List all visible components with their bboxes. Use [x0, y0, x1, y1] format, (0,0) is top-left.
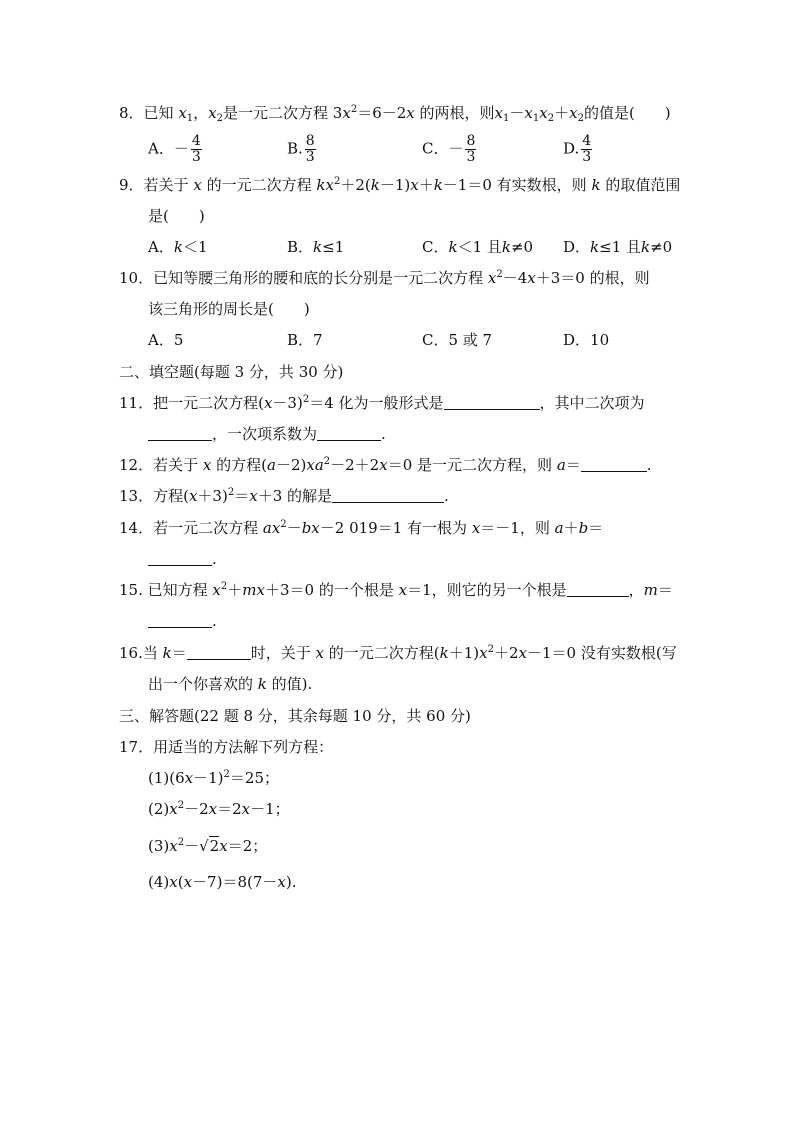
question-16: [119, 643, 677, 663]
question-17: 17．用适当的方法解下列方程：: [119, 738, 334, 756]
var-a: a: [556, 456, 566, 474]
var-x: x: [202, 456, 212, 474]
question-14: [119, 518, 603, 538]
q9-option-d: [563, 237, 672, 257]
text: 是一元二次方程 3: [223, 104, 343, 122]
text: －4: [502, 269, 528, 287]
var-x: x: [169, 873, 178, 891]
q9-option-b: [287, 237, 344, 257]
text: －1；: [250, 800, 290, 818]
text: .: [212, 612, 217, 630]
text: 16.当: [119, 644, 158, 662]
question-10: [119, 268, 650, 288]
fraction: [465, 134, 476, 165]
question-16-cont: [148, 674, 312, 694]
denominator: 3: [582, 149, 592, 165]
text: 的方程(: [216, 456, 267, 474]
var-x: x: [263, 394, 273, 412]
text: －2): [275, 456, 307, 474]
answer-blank[interactable]: [187, 645, 251, 660]
option-label: B.: [287, 139, 303, 158]
text: －7)＝8(7－: [192, 873, 278, 891]
text: －1): [193, 769, 224, 787]
fraction: [581, 134, 592, 165]
denominator: 3: [305, 149, 315, 165]
var-k: k: [590, 238, 600, 256]
var-x: x: [169, 800, 178, 818]
var-k: k: [257, 675, 267, 693]
text: (2): [148, 800, 170, 818]
var-a: a: [314, 456, 324, 474]
text: －3): [272, 394, 303, 412]
text: 15. 已知方程: [119, 581, 208, 599]
answer-blank[interactable]: [332, 488, 444, 503]
var-x: x: [410, 176, 419, 194]
var-x: x: [406, 104, 415, 122]
var-x: x: [471, 519, 481, 537]
answer-blank[interactable]: [444, 395, 540, 410]
subscript: 2: [547, 113, 555, 124]
option-label: C．－: [422, 139, 464, 158]
var-x: x: [524, 104, 533, 122]
var-x: x: [311, 519, 320, 537]
var-k: k: [591, 176, 601, 194]
var-b: b: [301, 519, 312, 537]
superscript: 2: [333, 176, 341, 187]
var-k: k: [162, 644, 172, 662]
var-x: x: [569, 104, 578, 122]
q17-part-2: [148, 799, 290, 819]
text: ＝: [171, 644, 187, 662]
superscript: 2: [223, 769, 230, 780]
q8-option-b: [287, 134, 318, 165]
var-k: k: [448, 238, 458, 256]
text: (: [177, 873, 184, 891]
text: －2 019＝1 有一根为: [319, 519, 468, 537]
var-k: k: [173, 238, 183, 256]
question-15: [119, 580, 673, 600]
var-k: k: [501, 238, 511, 256]
text: 出一个你喜欢的: [148, 675, 254, 693]
text: ＝2；: [227, 837, 268, 855]
var-x: x: [539, 104, 548, 122]
var-x: x: [518, 644, 528, 662]
var-a: a: [266, 456, 276, 474]
q10-option-c: C．5 或 7: [422, 331, 493, 349]
q17-part-4: [148, 872, 296, 892]
text: ＋3): [197, 487, 228, 505]
var-x: x: [212, 581, 221, 599]
q9-option-a: [148, 237, 207, 257]
text: 9．若关于: [119, 176, 189, 194]
text: ＝25；: [229, 769, 279, 787]
var-a: a: [554, 519, 564, 537]
var-a: a: [262, 519, 272, 537]
var-x: x: [487, 269, 497, 287]
text: 11．把一元二次方程(: [119, 394, 264, 412]
text: ＝6－2: [357, 104, 407, 122]
var-x: x: [193, 176, 202, 194]
subscript: 1: [186, 113, 194, 124]
text: －1＝0 有实数根，则: [442, 176, 587, 194]
text: ).: [285, 873, 297, 891]
answer-blank[interactable]: [148, 426, 212, 441]
text: 的取值范围: [605, 176, 681, 194]
superscript: 2: [323, 456, 331, 467]
var-x: x: [169, 837, 178, 855]
text: ＜1: [182, 238, 208, 256]
text: .: [646, 456, 652, 474]
sqrt-icon: √: [199, 837, 209, 855]
answer-blank[interactable]: [148, 551, 212, 566]
var-x: x: [271, 519, 281, 537]
answer-blank[interactable]: [317, 426, 381, 441]
var-x: x: [325, 176, 334, 194]
var-x: x: [479, 644, 488, 662]
q8-option-d: [563, 134, 594, 165]
var-x: x: [398, 581, 408, 599]
text: －2: [184, 800, 209, 818]
section-3-heading: 三、解答题(22 题 8 分，其余每题 10 分，共 60 分): [119, 707, 471, 725]
denominator: 3: [466, 149, 476, 165]
fraction: [305, 134, 316, 165]
text: (1)(6: [148, 769, 185, 787]
text: ＋3＝0 的根，则: [535, 269, 650, 287]
var-x: x: [256, 581, 265, 599]
var-x: x: [183, 873, 193, 891]
question-14-cont: [148, 549, 217, 569]
var-k: k: [641, 238, 651, 256]
superscript: 2: [302, 394, 310, 405]
var-x: x: [249, 487, 258, 505]
text: ，: [628, 581, 644, 599]
text: ＋: [418, 176, 434, 194]
text: ＋: [563, 519, 579, 537]
q17-part-3: [148, 836, 267, 856]
option-label: D.: [563, 139, 580, 158]
text: 该三角形的周长是( ): [148, 300, 310, 318]
answer-blank[interactable]: [148, 613, 212, 628]
option-label: A．: [148, 238, 174, 256]
question-15-cont: [148, 611, 217, 631]
question-13: [119, 486, 449, 506]
text: ≠0: [510, 238, 534, 256]
numerator: 8: [466, 133, 476, 149]
numerator: 4: [582, 133, 592, 149]
text: ＜1 且: [457, 238, 502, 256]
var-k: k: [370, 176, 380, 194]
text: ，其中二次项为: [539, 394, 645, 412]
superscript: 2: [177, 837, 185, 848]
superscript: 2: [227, 487, 235, 498]
var-x: x: [379, 456, 388, 474]
text: ＝1，则它的另一个根是: [407, 581, 567, 599]
question-12: [119, 455, 652, 475]
var-b: b: [578, 519, 589, 537]
text: 10．已知等腰三角形的腰和底的长分别是一元二次方程: [119, 269, 484, 287]
text: ＝2: [217, 800, 242, 818]
text: 的两根，则: [419, 104, 495, 122]
question-11: [119, 393, 645, 413]
superscript: 2: [496, 269, 503, 280]
var-x: x: [208, 104, 217, 122]
text: 的一元二次方程(: [328, 644, 440, 662]
text: (4): [148, 873, 170, 891]
text: (3): [148, 837, 170, 855]
option-label: C．: [422, 238, 449, 256]
var-k: k: [313, 238, 323, 256]
text: 是( ): [148, 207, 205, 225]
text: ＋3 的解是: [257, 487, 332, 505]
text: ＋1): [448, 644, 480, 662]
text: ＝: [565, 456, 581, 474]
var-x: x: [241, 800, 251, 818]
var-x: x: [494, 104, 504, 122]
denominator: 3: [191, 149, 201, 165]
q10-option-b: B．7: [287, 331, 323, 349]
var-x: x: [315, 644, 325, 662]
text: －1＝0 没有实数根(写: [527, 644, 677, 662]
var-m: m: [643, 581, 658, 599]
q10-option-d: D．10: [563, 331, 610, 349]
text: ＝4 化为一般形式是: [309, 394, 444, 412]
question-10-cont: [148, 299, 310, 319]
text: ＋3＝0 的一个根是: [264, 581, 394, 599]
subscript: 2: [216, 113, 224, 124]
option-label: D．: [563, 238, 591, 256]
numerator: 4: [191, 133, 201, 149]
text: 的值).: [271, 675, 313, 693]
text: ≤1: [322, 238, 345, 256]
text: 14．若一元二次方程: [119, 519, 259, 537]
text: －2＋2: [330, 456, 380, 474]
answer-blank[interactable]: [567, 582, 629, 597]
var-x: x: [219, 837, 228, 855]
text: ＝: [588, 519, 604, 537]
subscript: 1: [532, 113, 540, 124]
sqrt-radicand: [209, 836, 220, 855]
var-x: x: [188, 487, 198, 505]
superscript: 2: [177, 800, 185, 811]
subscript: 2: [577, 113, 584, 124]
numerator: 8: [305, 133, 315, 149]
text: ＋2: [494, 644, 519, 662]
question-9: [119, 175, 680, 195]
var-x: x: [342, 104, 351, 122]
question-9-cont: [148, 206, 205, 226]
q8-option-a: [148, 134, 204, 165]
var-x: x: [178, 104, 187, 122]
text: ＋2(: [340, 176, 371, 194]
var-x: x: [277, 873, 286, 891]
superscript: 2: [220, 581, 228, 592]
q8-option-c: [422, 134, 478, 165]
text: －: [286, 519, 302, 537]
text: 的一元二次方程: [206, 176, 312, 194]
text: －: [184, 837, 200, 855]
fraction: [191, 134, 202, 165]
text: .: [444, 487, 449, 505]
text: ＝: [657, 581, 673, 599]
text: 2: [209, 837, 220, 855]
subscript: 1: [503, 113, 510, 124]
q17-part-1: [148, 768, 279, 788]
var-x: x: [208, 800, 218, 818]
text: 12．若关于: [119, 456, 199, 474]
text: －1): [379, 176, 411, 194]
var-k: k: [433, 176, 443, 194]
text: ＝: [234, 487, 250, 505]
text: 13．方程(: [119, 487, 189, 505]
var-k: k: [439, 644, 449, 662]
var-x: x: [527, 269, 536, 287]
superscript: 2: [487, 644, 494, 655]
var-k: k: [316, 176, 326, 194]
var-x: x: [184, 769, 194, 787]
option-label: A．－: [148, 139, 189, 158]
text: 的值是( ): [583, 104, 671, 122]
q9-option-c: [422, 237, 533, 257]
superscript: 2: [350, 104, 358, 115]
text: ＝0 是一元二次方程，则: [387, 456, 553, 474]
question-11-cont: [148, 424, 386, 444]
text: 8．已知: [119, 104, 174, 122]
q10-option-a: A．5: [148, 331, 184, 349]
question-8: 8．已知 $x_1$，$x_2$是一元二次方程 $3x^2=6-2x$ 的两根，则$x_1-x_1x_2+x_2$的值是( ): [119, 104, 671, 124]
answer-blank[interactable]: [581, 457, 647, 472]
superscript: 2: [280, 519, 287, 530]
text: ≤1 且: [599, 238, 642, 256]
section-2-heading: 二、填空题(每题 3 分，共 30 分): [119, 363, 344, 381]
text: 时，关于: [250, 644, 311, 662]
var-m: m: [242, 581, 257, 599]
var-x: x: [306, 456, 315, 474]
text: .: [212, 550, 217, 568]
text: ＝－1，则: [480, 519, 550, 537]
text: .: [381, 425, 386, 443]
text: ＋: [227, 581, 243, 599]
option-label: B．: [287, 238, 314, 256]
text: ，一次项系数为: [212, 425, 318, 443]
text: ≠0: [650, 238, 673, 256]
